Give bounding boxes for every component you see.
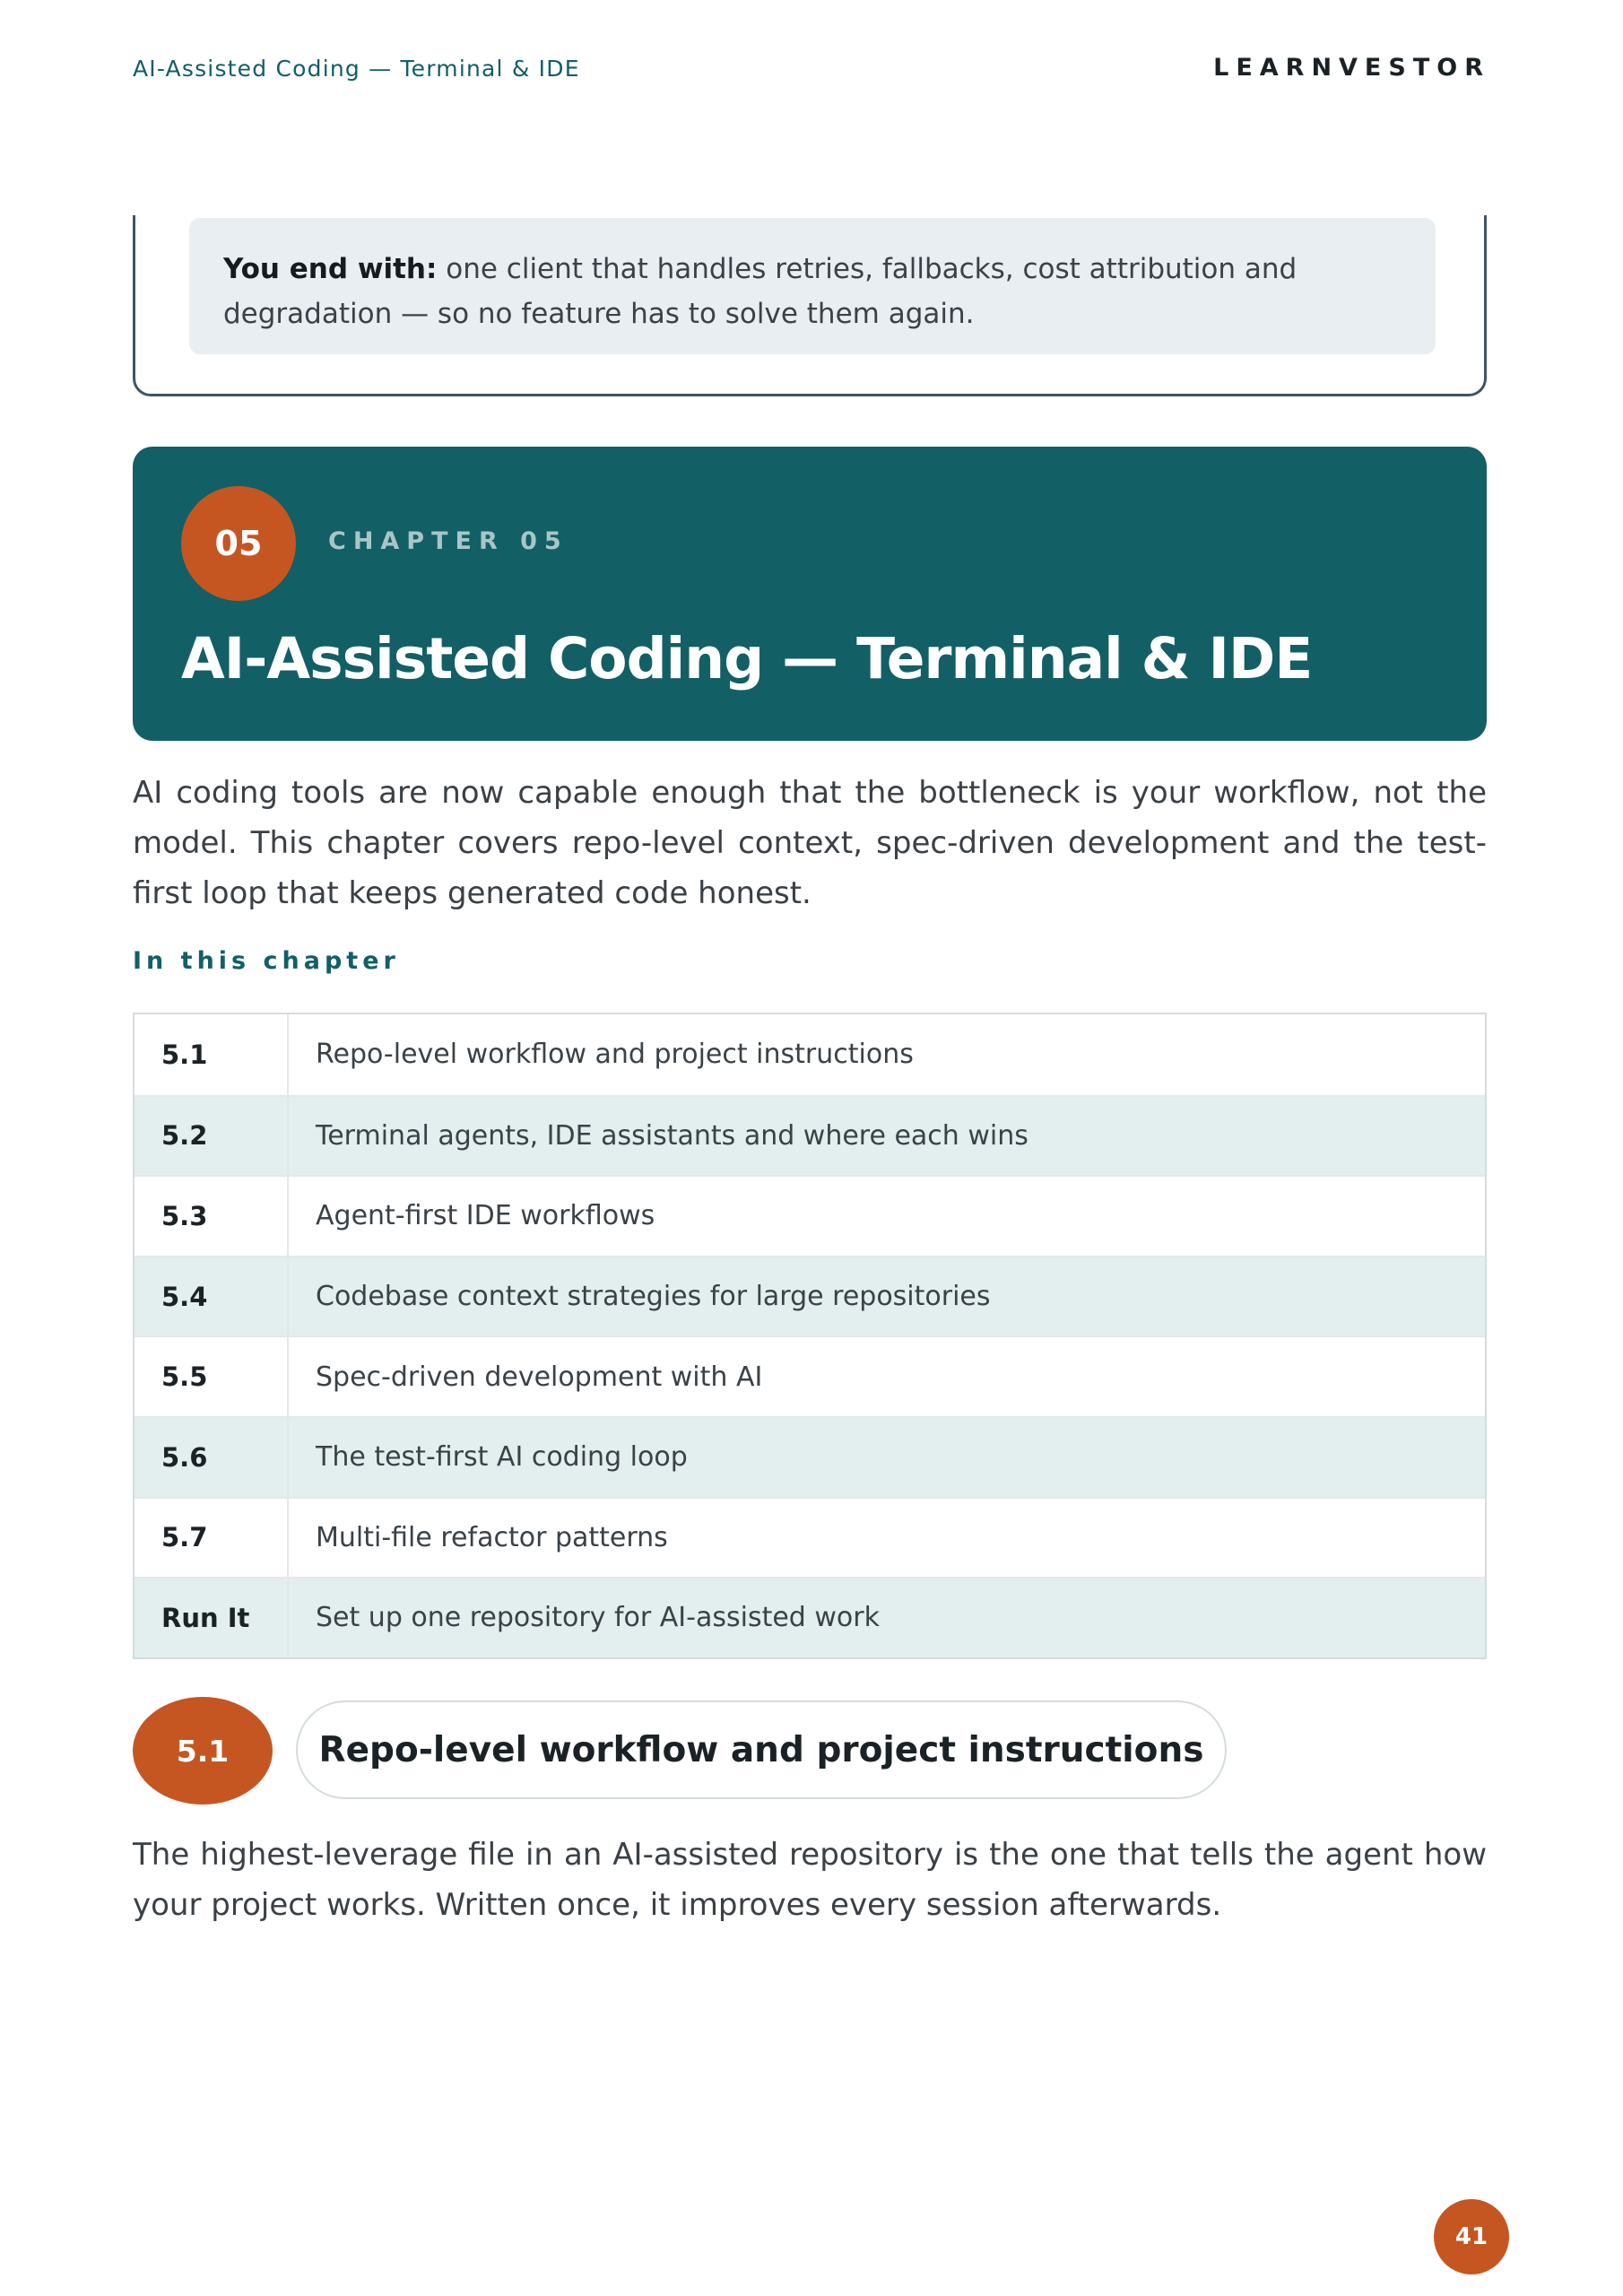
section-title: Repo-level workflow and project instructions [296, 1700, 1227, 1799]
toc-row-number: 5.2 [135, 1097, 289, 1176]
callout-text: one client that handles retries, fallbacks, cost attribution and degradation — so no feature has to solve them again. [223, 253, 1298, 330]
chapter-intro: AI coding tools are now capable enough that the bottleneck is your workflow, not the model. This chapter covers repo-level context, spec-driven development and the test-first loop that keeps generated code honest. [133, 775, 1487, 911]
running-title: AI-Assisted Coding — Terminal & IDE [133, 56, 580, 82]
toc-row[interactable] [135, 1256, 1485, 1336]
callout-box [189, 218, 1436, 354]
toc-row-number: Run It [135, 1578, 289, 1657]
toc-row[interactable] [135, 1577, 1485, 1657]
page-number: 41 [1434, 2199, 1509, 2274]
toc-row-number: 5.7 [135, 1499, 289, 1578]
toc-row[interactable] [135, 1095, 1485, 1176]
toc-row-label: Terminal agents, IDE assistants and where each wins [316, 1119, 1028, 1152]
toc-row-label: The test-first AI coding loop [316, 1441, 688, 1474]
toc-row[interactable] [135, 1416, 1485, 1497]
toc-row-label: Set up one repository for AI-assisted work [316, 1602, 880, 1634]
toc-row-number: 5.4 [135, 1257, 289, 1336]
toc-row-number: 5.5 [135, 1337, 289, 1416]
toc-row-label: Agent-first IDE workflows [316, 1200, 655, 1232]
toc-table [133, 1013, 1487, 1659]
toc-row[interactable] [135, 1497, 1485, 1578]
toc-row[interactable] [135, 1175, 1485, 1256]
section-body: The highest-leverage file in an AI-assisted repository is the one that tells the agent how your project works. Written once, it improves every session afterwards. [133, 1837, 1487, 1923]
callout-lead: You end with: [223, 253, 438, 285]
toc-row-label: Multi-file refactor patterns [316, 1521, 668, 1553]
toc-row-label: Repo-level workflow and project instructions [316, 1039, 914, 1071]
brand-logo: LEARNVESTOR [1213, 54, 1490, 82]
toc-heading: In this chapter [133, 947, 400, 975]
chapter-label: CHAPTER 05 [328, 527, 568, 555]
chapter-number-badge: 05 [181, 486, 296, 601]
toc-row-number: 5.6 [135, 1418, 289, 1497]
section-number-badge: 5.1 [133, 1697, 273, 1805]
toc-row-number: 5.3 [135, 1177, 289, 1256]
toc-row[interactable] [135, 1335, 1485, 1416]
toc-row-label: Spec-driven development with AI [316, 1361, 763, 1393]
toc-row-number: 5.1 [135, 1014, 289, 1095]
toc-row-label: Codebase context strategies for large repositories [316, 1281, 991, 1313]
toc-row[interactable] [135, 1014, 1485, 1095]
chapter-header [133, 447, 1487, 741]
chapter-title: AI-Assisted Coding — Terminal & IDE [181, 626, 1313, 691]
